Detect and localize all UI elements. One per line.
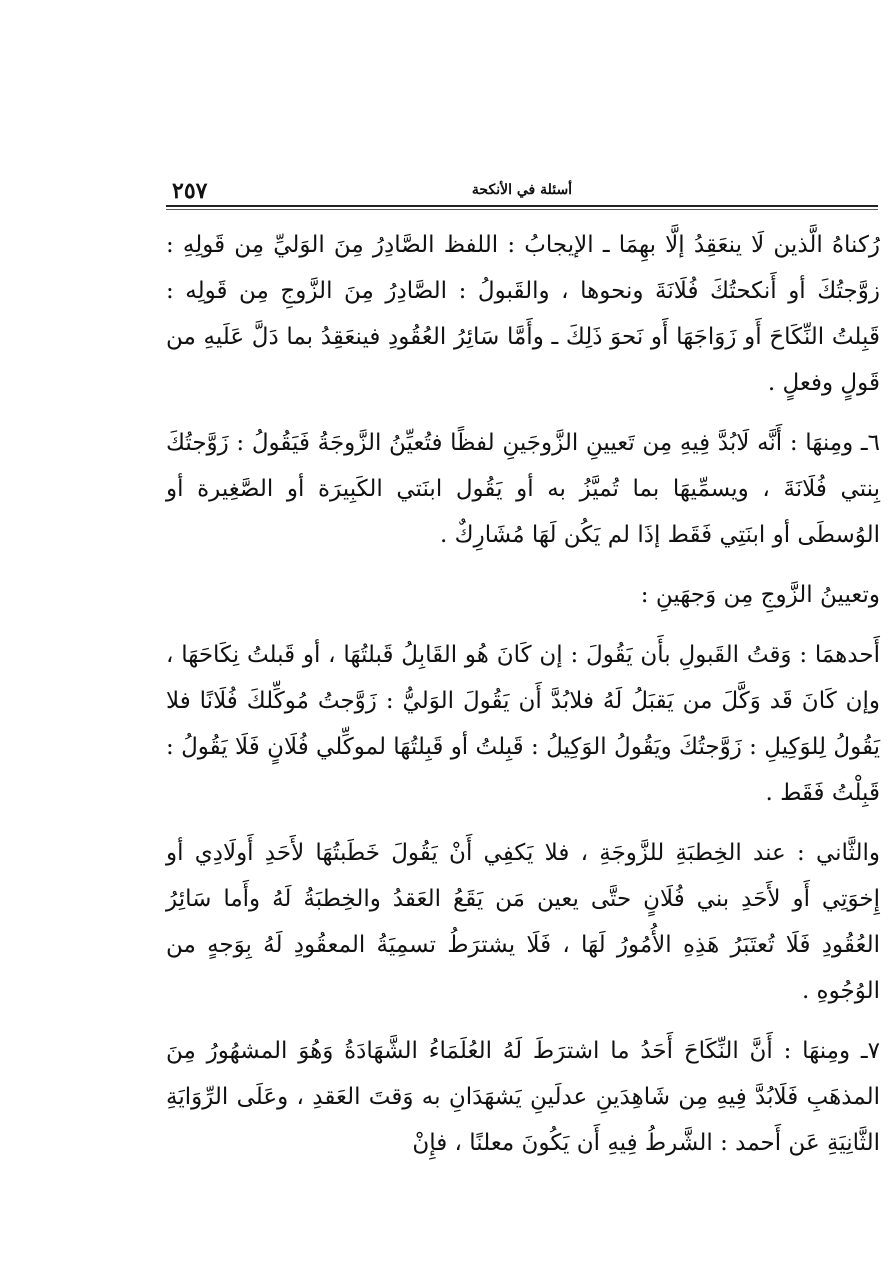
page-number: ٢٥٧ bbox=[172, 178, 208, 204]
header-divider-thin bbox=[166, 209, 878, 210]
paragraph: والثَّاني : عند الخِطبَةِ للزَّوجَةِ ، فلا يَكفِي أَنْ يَقُولَ خَطَبتُهَا لأَحَدِ أَولَادِي أو إِخوَتِي أَو لأَحَدِ بني فُلَانٍ حتَّى يعين مَن يَقَعُ العَقدُ والخِطبَةُ لَهُ وأَما سَائِرُ العُقُودِ فَلَا تُعتَبَرُ هَذِهِ الأُمُورُ لَهَا ، فَلَا يشترَطُ تسمِيَةُ المعقُودِ لَهُ بِوَجهٍ من الوُجُوهِ . bbox=[166, 840, 880, 1004]
paragraph: ٦ـ ومِنهَا : أَنَّه لَابُدَّ فِيهِ مِن تَعيينِ الزَّوجَينِ لفظًا فتُعيِّنُ الزَّوجَةُ فَيَقُولُ : زَوَّجتُكَ بِنتي فُلَانَةَ ، ويسمِّيهَا بما تُميَّزُ به أو يَقُول ابنَتي الكَبِيرَة أو الصَّغِيرة أو الوُسطَى أو ابنَتِي فَقَط إذَا لم يَكُن لَهَا مُشَارِكٌ . bbox=[166, 430, 880, 548]
paragraph: وتعيينُ الزَّوجِ مِن وَجهَينِ : bbox=[640, 582, 880, 608]
header-divider bbox=[166, 205, 878, 207]
paragraph: رُكناهُ الَّذين لَا ينعَقِدُ إلَّا بهِمَا ـ الإيجابُ : اللفظ الصَّادِرُ مِنَ الوَليِّ مِن قَولِهِ : زوَّجتُكَ أو أَنكحتُكَ فُلَانَةَ ونحوها ، والقَبولُ : الصَّادِرُ مِنَ الزَّوجِ مِن قَولِه : قَبِلتُ النِّكَاحَ أَو زَوَاجَهَا أَو نَحوَ ذَلِكَ ـ وأَمَّا سَائِرُ العُقُودِ فينعَقِدُ بما دَلَّ عَلَيهِ من قَولٍ وفعلٍ . bbox=[166, 232, 880, 396]
page-header bbox=[160, 178, 884, 208]
page-body bbox=[166, 222, 880, 1180]
running-title: أسئلة في الأنكحة bbox=[471, 182, 573, 198]
paragraph: ٧ـ ومِنهَا : أَنَّ النِّكَاحَ أَحَدُ ما اشترَطَ لَهُ العُلَمَاءُ الشَّهَادَةُ وَهُوَ المشهُورُ مِنَ المذهَبِ فَلَابُدَّ فِيهِ مِن شَاهِدَينِ عدلَينِ يَشهَدَانِ به وَقتَ العَقدِ ، وعَلَى الرِّوَايَةِ الثَّانِيَةِ عَن أَحمد : الشَّرطُ فِيهِ أَن يَكُونَ معلنًا ، فإِنْ bbox=[166, 1038, 880, 1156]
paragraph: أَحدهمَا : وَقتُ القَبولِ بأَن يَقُولَ : إن كَانَ هُو القَابِلُ قَبلتُهَا ، أو قَبلتُ نِكَاحَهَا ، وإن كَانَ قَد وَكَّلَ من يَقبَلُ لَهُ فلابُدَّ أَن يَقُولَ الوَليُّ : زَوَّجتُ مُوكِّلكَ فُلَانًا فلا يَقُولُ لِلوَكِيلِ : زَوَّجتُكَ ويَقُولُ الوَكِيلُ : قَبِلتُ أو قَبِلتُهَا لموكِّلي فُلَانٍ فَلَا يَقُولُ : قَبِلْتُ فَقَط . bbox=[166, 642, 880, 806]
